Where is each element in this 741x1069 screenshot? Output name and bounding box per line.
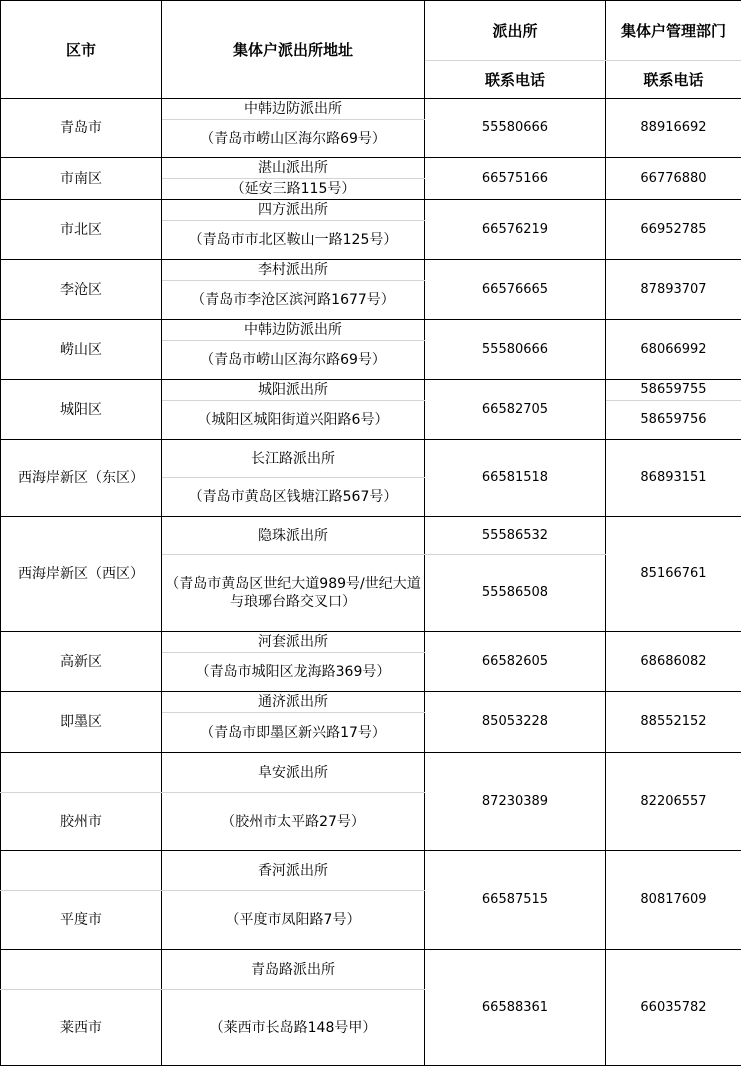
dept-phone: 88552152 bbox=[606, 692, 741, 753]
station-address: （青岛市黄岛区世纪大道989号/世纪大道与琅琊台路交叉口） bbox=[162, 555, 425, 632]
district-cell: 平度市 bbox=[1, 891, 162, 950]
station-phone: 66587515 bbox=[425, 851, 606, 950]
station-address: （青岛市李沧区滨河路1677号） bbox=[162, 281, 425, 320]
district-blank bbox=[1, 753, 162, 793]
station-address: （青岛市崂山区海尔路69号） bbox=[162, 120, 425, 158]
station-phone: 85053228 bbox=[425, 692, 606, 753]
dept-phone: 66952785 bbox=[606, 200, 741, 260]
station-phone: 66588361 bbox=[425, 950, 606, 1066]
station-name: 隐珠派出所 bbox=[162, 517, 425, 555]
station-phone: 87230389 bbox=[425, 753, 606, 851]
district-blank bbox=[1, 950, 162, 990]
station-name: 中韩边防派出所 bbox=[162, 320, 425, 341]
header-station: 派出所 bbox=[425, 1, 606, 61]
district-blank bbox=[1, 851, 162, 891]
station-address: （青岛市即墨区新兴路17号） bbox=[162, 713, 425, 753]
district-cell: 即墨区 bbox=[1, 692, 162, 753]
dept-phone: 68066992 bbox=[606, 320, 741, 380]
dept-phone: 66776880 bbox=[606, 158, 741, 200]
station-address: （莱西市长岛路148号甲） bbox=[162, 990, 425, 1066]
station-phone: 55580666 bbox=[425, 320, 606, 380]
district-cell: 高新区 bbox=[1, 632, 162, 692]
station-name: 城阳派出所 bbox=[162, 380, 425, 401]
dept-phone: 85166761 bbox=[606, 517, 741, 632]
station-name: 湛山派出所 bbox=[162, 158, 425, 179]
district-cell: 城阳区 bbox=[1, 380, 162, 440]
dept-phone: 58659755 bbox=[606, 380, 741, 401]
dept-phone: 87893707 bbox=[606, 260, 741, 320]
dept-phone: 88916692 bbox=[606, 99, 741, 158]
station-name: 河套派出所 bbox=[162, 632, 425, 653]
station-phone: 55586532 bbox=[425, 517, 606, 555]
station-phone: 55586508 bbox=[425, 555, 606, 632]
district-cell: 莱西市 bbox=[1, 990, 162, 1066]
dept-phone: 68686082 bbox=[606, 632, 741, 692]
station-address: （延安三路115号） bbox=[162, 179, 425, 200]
header-dept-phone: 联系电话 bbox=[606, 61, 741, 99]
station-address: （青岛市市北区鞍山一路125号） bbox=[162, 221, 425, 260]
district-cell: 市南区 bbox=[1, 158, 162, 200]
header-district: 区市 bbox=[1, 1, 162, 99]
station-address: （青岛市城阳区龙海路369号） bbox=[162, 653, 425, 692]
station-name: 中韩边防派出所 bbox=[162, 99, 425, 120]
station-name: 阜安派出所 bbox=[162, 753, 425, 793]
station-phone: 55580666 bbox=[425, 99, 606, 158]
station-phone: 66576219 bbox=[425, 200, 606, 260]
station-phone: 66582605 bbox=[425, 632, 606, 692]
district-cell: 西海岸新区（西区） bbox=[1, 517, 162, 632]
station-phone: 66582705 bbox=[425, 380, 606, 440]
district-cell: 李沧区 bbox=[1, 260, 162, 320]
district-cell: 胶州市 bbox=[1, 793, 162, 851]
station-address: （青岛市黄岛区钱塘江路567号） bbox=[162, 478, 425, 517]
dept-phone: 82206557 bbox=[606, 753, 741, 851]
station-phone: 66576665 bbox=[425, 260, 606, 320]
station-name: 长江路派出所 bbox=[162, 440, 425, 478]
station-address: （平度市凤阳路7号） bbox=[162, 891, 425, 950]
district-cell: 青岛市 bbox=[1, 99, 162, 158]
station-name: 通济派出所 bbox=[162, 692, 425, 713]
header-address: 集体户派出所地址 bbox=[162, 1, 425, 99]
dept-phone: 86893151 bbox=[606, 440, 741, 517]
station-name: 青岛路派出所 bbox=[162, 950, 425, 990]
station-phone: 66575166 bbox=[425, 158, 606, 200]
header-station-phone: 联系电话 bbox=[425, 61, 606, 99]
station-address: （城阳区城阳街道兴阳路6号） bbox=[162, 401, 425, 440]
district-cell: 市北区 bbox=[1, 200, 162, 260]
district-cell: 崂山区 bbox=[1, 320, 162, 380]
station-address: （青岛市崂山区海尔路69号） bbox=[162, 341, 425, 380]
station-name: 四方派出所 bbox=[162, 200, 425, 221]
dept-phone: 80817609 bbox=[606, 851, 741, 950]
station-name: 李村派出所 bbox=[162, 260, 425, 281]
station-address: （胶州市太平路27号） bbox=[162, 793, 425, 851]
dept-phone: 66035782 bbox=[606, 950, 741, 1066]
station-phone: 66581518 bbox=[425, 440, 606, 517]
dept-phone: 58659756 bbox=[606, 401, 741, 440]
station-name: 香河派出所 bbox=[162, 851, 425, 891]
header-dept: 集体户管理部门 bbox=[606, 1, 741, 61]
district-cell: 西海岸新区（东区） bbox=[1, 440, 162, 517]
